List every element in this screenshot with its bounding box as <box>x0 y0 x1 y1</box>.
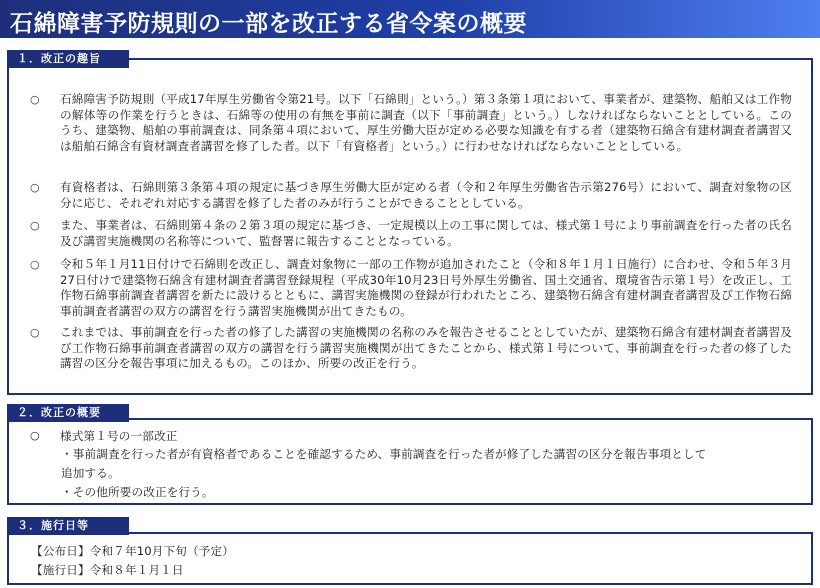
promulgation-date: 【公布日】令和７年10月下旬（予定） <box>31 544 234 558</box>
section-purpose-header: １．改正の趣旨 <box>7 50 129 68</box>
purpose-item-5 <box>32 325 792 372</box>
summary-sub-item-1-cont: 追加する。 <box>61 466 120 480</box>
purpose-item-1 <box>32 92 792 154</box>
circle-bullet-icon: ○ <box>30 258 40 271</box>
purpose-item-4 <box>32 257 792 319</box>
purpose-item-text: また、事業者は、石綿則第４条の２第３項の規定に基づき、一定規模以上の工事に関しては、様式第１号により事前調査を行った者の氏名及び講習実施機関の名称等について、監督署に報告することとなっている。 <box>60 218 792 248</box>
purpose-item-text: 石綿障害予防規則（平成17年厚生労働省令第21号。以下「石綿則」という。）第３条第１項において、事業者が、建築物、船舶又は工作物の解体等の作業を行うときは、石綿等の使用の有無を事前に調査（以下「事前調査」という。）しなければならないこととしている。このうち、建築物、船舶の事前調査は、同条第４項において、厚生労働大臣が定める必要な知識を有する者（建築物石綿含有建材調査者講習又は船舶石綿含有資材調査者講習を修了した者。以下「有資格者」という。）に行わせなければならないこととしている。 <box>60 92 792 153</box>
circle-bullet-icon: ○ <box>30 181 40 194</box>
summary-sub-item-1: ・事前調査を行った者が有資格者であることを確認するため、事前調査を行った者が修了した講習の区分を報告事項として <box>61 447 707 461</box>
section-effective-header: ３．施行日等 <box>7 517 129 535</box>
purpose-item-2 <box>32 180 792 211</box>
page-title: 石綿障害予防規則の一部を改正する省令案の概要 <box>10 11 527 37</box>
purpose-item-text: 令和５年１月11日付けで石綿則を改正し、調査対象物に一部の工作物が追加されたこと（令和８年１月１日施行）に合わせ、令和５年３月27日付けで建築物石綿含有建材調査者講習登録規程（平成30年10月23日号外厚生労働省、国土交通省、環境省告示第１号）を改正し、工作物石綿事前調査者講習を新たに設けるとともに、講習実施機関の登録が行われたところ、建築物石綿含有建材調査者講習及び工作物石綿事前調査者講習の双方の講習を行う講習実施機関が出てきたもの。 <box>60 257 792 318</box>
section-summary-header: ２．改正の概要 <box>7 404 129 422</box>
summary-sub-item-2: ・その他所要の改正を行う。 <box>61 485 214 499</box>
purpose-item-3 <box>32 218 792 249</box>
effective-date: 【施行日】令和８年１月１日 <box>31 563 184 577</box>
purpose-item-text: 有資格者は、石綿則第３条第４項の規定に基づき厚生労働大臣が定める者（令和２年厚生労働省告示第276号）において、調査対象物の区分に応じ、それぞれ対応する講習を修了した者のみが行うことができることとしている。 <box>60 180 792 210</box>
purpose-item-text: これまでは、事前調査を行った者の修了した講習の実施機関の名称のみを報告させることとしていたが、建築物石綿含有建材調査者講習及び工作物石綿事前調査者講習の双方の講習を行う講習実施機関が出てきたことから、様式第１号について、事前調査を行った者の修了した講習の区分を報告事項に加えるもの。このほか、所要の改正を行う。 <box>60 325 792 370</box>
summary-lead: 様式第１号の一部改正 <box>60 429 178 443</box>
circle-bullet-icon: ○ <box>30 93 40 106</box>
summary-bullet: ○ <box>30 429 40 442</box>
circle-bullet-icon: ○ <box>30 326 40 339</box>
circle-bullet-icon: ○ <box>30 219 40 232</box>
title-bar <box>0 0 820 38</box>
